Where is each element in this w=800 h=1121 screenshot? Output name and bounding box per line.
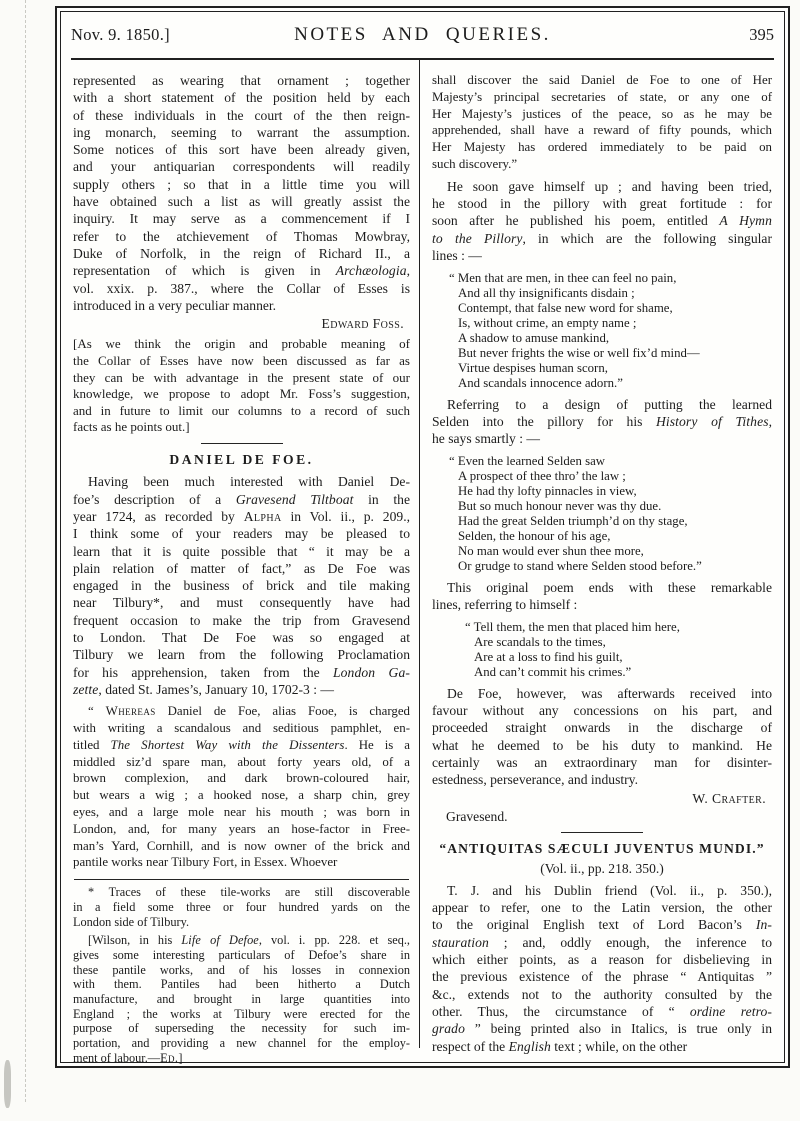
hymn-to-the-pillory-verse-line: But never frights the wise or well fix’d mind— xyxy=(458,345,700,360)
closing-lines-paragraph-line: lines, referring to himself : xyxy=(432,596,578,612)
editorial-note-line: they can be with advantage in the present state of our xyxy=(73,369,410,385)
defoe-tilbury-paragraph-line: year 1724, as recorded by Alpha in Vol. ii., p. 209., xyxy=(73,508,410,524)
defoe-tilbury-paragraph-line: Having been much interested with Daniel De- xyxy=(88,474,410,490)
selden-verse-line: But so much honour never was thy due. xyxy=(458,499,662,514)
page-frame-inner xyxy=(60,11,785,1063)
collar-of-esses-continuation-line: introduced in a very peculiar manner. xyxy=(73,297,277,313)
proclamation-quote-line: London, and, for many years an hose-factor in Free- xyxy=(73,821,410,836)
volume-reference xyxy=(432,860,772,877)
closing-lines-paragraph-line: This original poem ends with these remarkable xyxy=(447,579,772,595)
selden-verse xyxy=(432,454,772,573)
proclamation-quote xyxy=(73,703,410,871)
footnote-tileworks-line: * Traces of these tile-works are still discoverable xyxy=(88,885,410,900)
collar-of-esses-continuation-line: Some notices of this sort have been already given, xyxy=(73,142,410,158)
proclamation-quote-continued-line: shall discover the said Daniel de Foe to one of Her xyxy=(432,73,772,87)
hymn-to-the-pillory-verse-line: A shadow to amuse mankind, xyxy=(458,330,610,345)
selden-verse-line: Selden, the honour of his age, xyxy=(458,528,611,543)
pillory-paragraph-line: he stood in the pillory with great fortitude : for xyxy=(432,196,772,212)
defoe-character-paragraph-line: certainly was an extraordinary man for disinter- xyxy=(432,755,772,771)
hymn-to-the-pillory-verse-line: “ Men that are men, in thee can feel no pain, xyxy=(449,271,677,286)
defoe-tilbury-paragraph-line: near Tilbury*, and must consequently have had xyxy=(73,595,410,611)
footnote-rule xyxy=(74,879,409,880)
selden-verse-line: Or grudge to stand where Selden stood before.” xyxy=(458,558,702,573)
hymn-to-the-pillory-verse-line: And all thy insignificants disdain ; xyxy=(458,286,635,301)
defoe-character-paragraph-line: estedness, perseverance, and industry. xyxy=(432,772,638,788)
section-divider xyxy=(201,443,283,444)
himself-verse-line: And can’t commit his crimes.” xyxy=(474,664,632,679)
left-column xyxy=(71,60,419,1064)
collar-of-esses-continuation-line: have obtained such a list as will greatly assist the xyxy=(73,194,410,210)
defoe-tilbury-paragraph-line: for his apprehension, taken from the London Ga- xyxy=(73,664,410,680)
selden-paragraph-line: he says smartly : — xyxy=(432,431,540,447)
hymn-to-the-pillory-verse-line: Virtue despises human scorn, xyxy=(458,360,608,375)
collar-of-esses-continuation-line: supply others ; so that in a little time you will xyxy=(73,176,410,192)
volume-reference-line: (Vol. ii., pp. 218. 350.) xyxy=(540,860,664,876)
antiquitas-paragraph xyxy=(432,882,772,1055)
selden-paragraph xyxy=(432,396,772,448)
page-number: 395 xyxy=(749,25,774,44)
closing-lines-paragraph xyxy=(432,579,772,614)
proclamation-quote-continued xyxy=(432,72,772,173)
defoe-character-paragraph-line: De Foe, however, was afterwards received into xyxy=(447,685,772,701)
defoe-tilbury-paragraph-line: Tilbury we learn from the following Proclamation xyxy=(73,647,410,663)
footnote-tileworks-line: in a field some three or four hundred yards on the xyxy=(73,899,410,914)
footnote-wilson-line: these pantile works, and of his losses in connexion xyxy=(73,962,410,977)
signature-edward-foss-line: Edward Foss. xyxy=(321,316,404,332)
defoe-character-paragraph-line: favour without any concessions on his part, and xyxy=(432,703,772,719)
proclamation-quote-continued-line: apprehended, shall have a reward of fifty pounds, which xyxy=(432,123,772,138)
collar-of-esses-continuation-line: Duke of Norfolk, in the reign of Richard II., a xyxy=(73,245,410,261)
collar-of-esses-continuation-line: represented as wearing that ornament ; together xyxy=(73,73,410,88)
hymn-to-the-pillory-verse-line: And scandals innocence adorn.” xyxy=(458,375,623,390)
proclamation-quote-line: but wears a wig ; a hooked nose, a sharp chin, grey xyxy=(73,788,410,803)
collar-of-esses-continuation-line: ing monarch, seeming to warrant the assumption. xyxy=(73,124,410,140)
editorial-note xyxy=(73,336,410,436)
page-header xyxy=(71,12,774,60)
proclamation-quote-continued-line: such discovery.” xyxy=(432,156,518,171)
proclamation-quote-continued-line: Majesty’s principal secretaries of state, or any one of xyxy=(432,89,772,104)
section-heading-daniel-de-foe-line: DANIEL DE FOE. xyxy=(169,452,314,468)
antiquitas-paragraph-line: grado ” being printed also in Italics, is true only in xyxy=(432,1021,772,1037)
editorial-note-line: facts as he points out.] xyxy=(73,419,190,435)
selden-paragraph-line: Selden into the pillory for his History of Tithes, xyxy=(432,413,772,429)
collar-of-esses-continuation xyxy=(73,72,410,314)
editorial-note-line: and in future to limit our columns to a record of such xyxy=(73,402,410,418)
defoe-tilbury-paragraph-line: to London. That De Foe was so engaged at xyxy=(73,629,410,645)
selden-paragraph-line: Referring to a design of putting the learned xyxy=(447,396,772,412)
footnote-wilson-line: England ; the works at Tilbury were erected for the xyxy=(73,1006,410,1021)
selden-verse-line: He had thy lofty pinnacles in view, xyxy=(458,484,637,499)
defoe-tilbury-paragraph-line: engaged in the business of brick and tile making xyxy=(73,578,410,594)
proclamation-quote-line: man’s Yard, Cornhill, and is now owner of the brick and xyxy=(73,838,410,853)
signature-w-crafter xyxy=(432,790,772,807)
proclamation-quote-line: with writing a scandalous and seditious pamphlet, en- xyxy=(73,720,410,735)
defoe-character-paragraph xyxy=(432,685,772,789)
proclamation-quote-continued-line: Her Majesty’s justices of the peace, so as he may be xyxy=(432,106,772,121)
editorial-note-line: [As we think the origin and probable meaning of xyxy=(73,336,410,352)
defoe-tilbury-paragraph-line: zette, dated St. James’s, January 10, 1702-3 : — xyxy=(73,681,335,697)
byline-gravesend-line: Gravesend. xyxy=(446,808,508,824)
scan-smudge xyxy=(4,1060,11,1108)
section-divider xyxy=(561,832,643,833)
antiquitas-paragraph-line: appear to refer, one to the Latin version, the other xyxy=(432,900,772,916)
proclamation-quote-line: brown complexion, and dark brown-coloured hair, xyxy=(73,771,410,786)
section-heading-antiquitas-line: “ANTIQUITAS SÆCULI JUVENTUS MUNDI.” xyxy=(439,841,765,857)
collar-of-esses-continuation-line: inquiry. It may serve as a commencement if I xyxy=(73,211,410,227)
selden-verse-line: No man would ever shun thee more, xyxy=(458,543,644,558)
page-binding-edge xyxy=(25,0,26,1102)
proclamation-quote-line: pantile works near Tilbury Fort, in Essex. Whoever xyxy=(73,855,338,870)
hymn-to-the-pillory-verse xyxy=(432,271,772,390)
defoe-tilbury-paragraph-line: I think some of your readers may be pleased to xyxy=(73,526,410,542)
footnote-wilson-line: ment of labour.—Ed.] xyxy=(73,1050,183,1064)
hymn-to-the-pillory-verse-line: Is, without crime, an empty name ; xyxy=(458,315,637,330)
collar-of-esses-continuation-line: refer to the atchievement of Thomas Mowbray, xyxy=(73,228,410,244)
collar-of-esses-continuation-line: of these individuals in the court of the then reign- xyxy=(73,107,410,123)
footnote-tileworks-line: London side of Tilbury. xyxy=(73,914,190,929)
page-frame xyxy=(55,6,790,1068)
signature-w-crafter-line: W. Crafter. xyxy=(692,790,766,806)
collar-of-esses-continuation-line: representation of which is given in Archæologia, xyxy=(73,263,410,279)
footnote-wilson-line: manufacture, and brought in large quantities into xyxy=(73,992,410,1007)
selden-verse-line: A prospect of thee thro’ the law ; xyxy=(458,469,626,484)
section-heading-antiquitas xyxy=(432,840,772,857)
proclamation-quote-line: middled siz’d spare man, about forty years old, of a xyxy=(73,754,410,769)
pillory-paragraph-line: He soon gave himself up ; and having been tried, xyxy=(447,178,772,194)
himself-verse-line: Are at a loss to find his guilt, xyxy=(474,650,623,665)
text-columns xyxy=(71,60,774,1064)
himself-verse-line: “ Tell them, the men that placed him here, xyxy=(465,620,680,635)
defoe-tilbury-paragraph-line: frequent occasion to make the trip from Gravesend xyxy=(73,612,410,628)
defoe-character-paragraph-line: what he deemed to be his duty to mankind. He xyxy=(432,737,772,753)
defoe-character-paragraph-line: proceeded straight onwards in the discharge of xyxy=(432,720,772,736)
byline-gravesend xyxy=(432,808,772,825)
himself-verse-line: Are scandals to the times, xyxy=(474,635,606,650)
collar-of-esses-continuation-line: and your antiquarian correspondents will readily xyxy=(73,159,410,175)
hymn-to-the-pillory-verse-line: Contempt, that false new word for shame, xyxy=(458,301,673,316)
defoe-tilbury-paragraph xyxy=(73,473,410,698)
issue-date: Nov. 9. 1850.] xyxy=(71,25,170,44)
footnote-wilson-line: purpose of superseding the necessity for such im- xyxy=(73,1021,410,1036)
proclamation-quote-continued-line: Her Majesty has ordered immediately to be paid on xyxy=(432,140,772,155)
footnote-wilson-line: portation, and providing a new channel for the employ- xyxy=(73,1036,410,1051)
footnote-wilson-line: [Wilson, in his Life of Defoe, vol. i. pp. 228. et seq., xyxy=(88,933,410,948)
pillory-paragraph xyxy=(432,178,772,264)
antiquitas-paragraph-line: stauration ; and, oddly enough, the inference to xyxy=(432,934,772,950)
antiquitas-paragraph-line: T. J. and his Dublin friend (Vol. ii., p. 350.), xyxy=(447,882,772,898)
antiquitas-paragraph-line: other. Thus, the circumstance of “ ordine retro- xyxy=(432,1003,773,1019)
section-heading-daniel-de-foe xyxy=(73,451,410,468)
footnote-wilson xyxy=(73,933,410,1064)
footnote-tileworks xyxy=(73,885,410,929)
right-column xyxy=(420,60,774,1064)
antiquitas-paragraph-line: the previous existence of the phrase “ Antiquitas ” xyxy=(432,969,772,985)
pillory-paragraph-line: soon after he published his poem, entitled A Hymn xyxy=(432,213,772,229)
proclamation-quote-line: titled The Shortest Way with the Dissenters. He is a xyxy=(73,737,410,752)
proclamation-quote-line: “ Whereas Daniel de Foe, alias Fooe, is charged xyxy=(88,704,410,719)
footnote-wilson-line: gives some interesting particulars of Defoe’s share in xyxy=(73,947,410,962)
editorial-note-line: knowledge, we propose to adopt Mr. Foss’s suggestion, xyxy=(73,386,410,402)
journal-title: NOTES AND QUERIES. xyxy=(294,24,551,45)
collar-of-esses-continuation-line: with a short statement of the position held by each xyxy=(73,90,410,106)
collar-of-esses-continuation-line: vol. xxix. p. 387., where the Collar of Esses is xyxy=(73,280,410,296)
defoe-tilbury-paragraph-line: learn that it is quite possible that “ it may be a xyxy=(73,543,410,559)
pillory-paragraph-line: to the Pillory, in which are the following singular xyxy=(432,230,772,246)
defoe-tilbury-paragraph-line: foe’s description of a Gravesend Tiltboat in the xyxy=(73,491,410,507)
antiquitas-paragraph-line: which either points, as a reason for disbelieving in xyxy=(432,952,772,968)
selden-verse-line: Had the great Selden triumph’d on thy stage, xyxy=(458,514,688,529)
editorial-note-line: the Collar of Esses have now been discussed as far as xyxy=(73,353,410,369)
signature-edward-foss xyxy=(73,315,410,332)
proclamation-quote-line: eyes, and a large mole near his mouth ; was born in xyxy=(73,804,410,819)
antiquitas-paragraph-line: respect of the English text ; while, on the other xyxy=(432,1038,688,1054)
footnote-wilson-line: with them. Pantiles had been hitherto a Dutch xyxy=(73,977,410,992)
pillory-paragraph-line: lines : — xyxy=(432,247,482,263)
antiquitas-paragraph-line: &c., extends not to the authority consulted by the xyxy=(432,986,772,1002)
selden-verse-line: “ Even the learned Selden saw xyxy=(449,454,605,469)
antiquitas-paragraph-line: to the original English text of Lord Bacon’s In- xyxy=(432,917,772,933)
defoe-tilbury-paragraph-line: plain relation of matter of fact,” as De Foe was xyxy=(73,560,410,576)
himself-verse xyxy=(432,620,772,680)
